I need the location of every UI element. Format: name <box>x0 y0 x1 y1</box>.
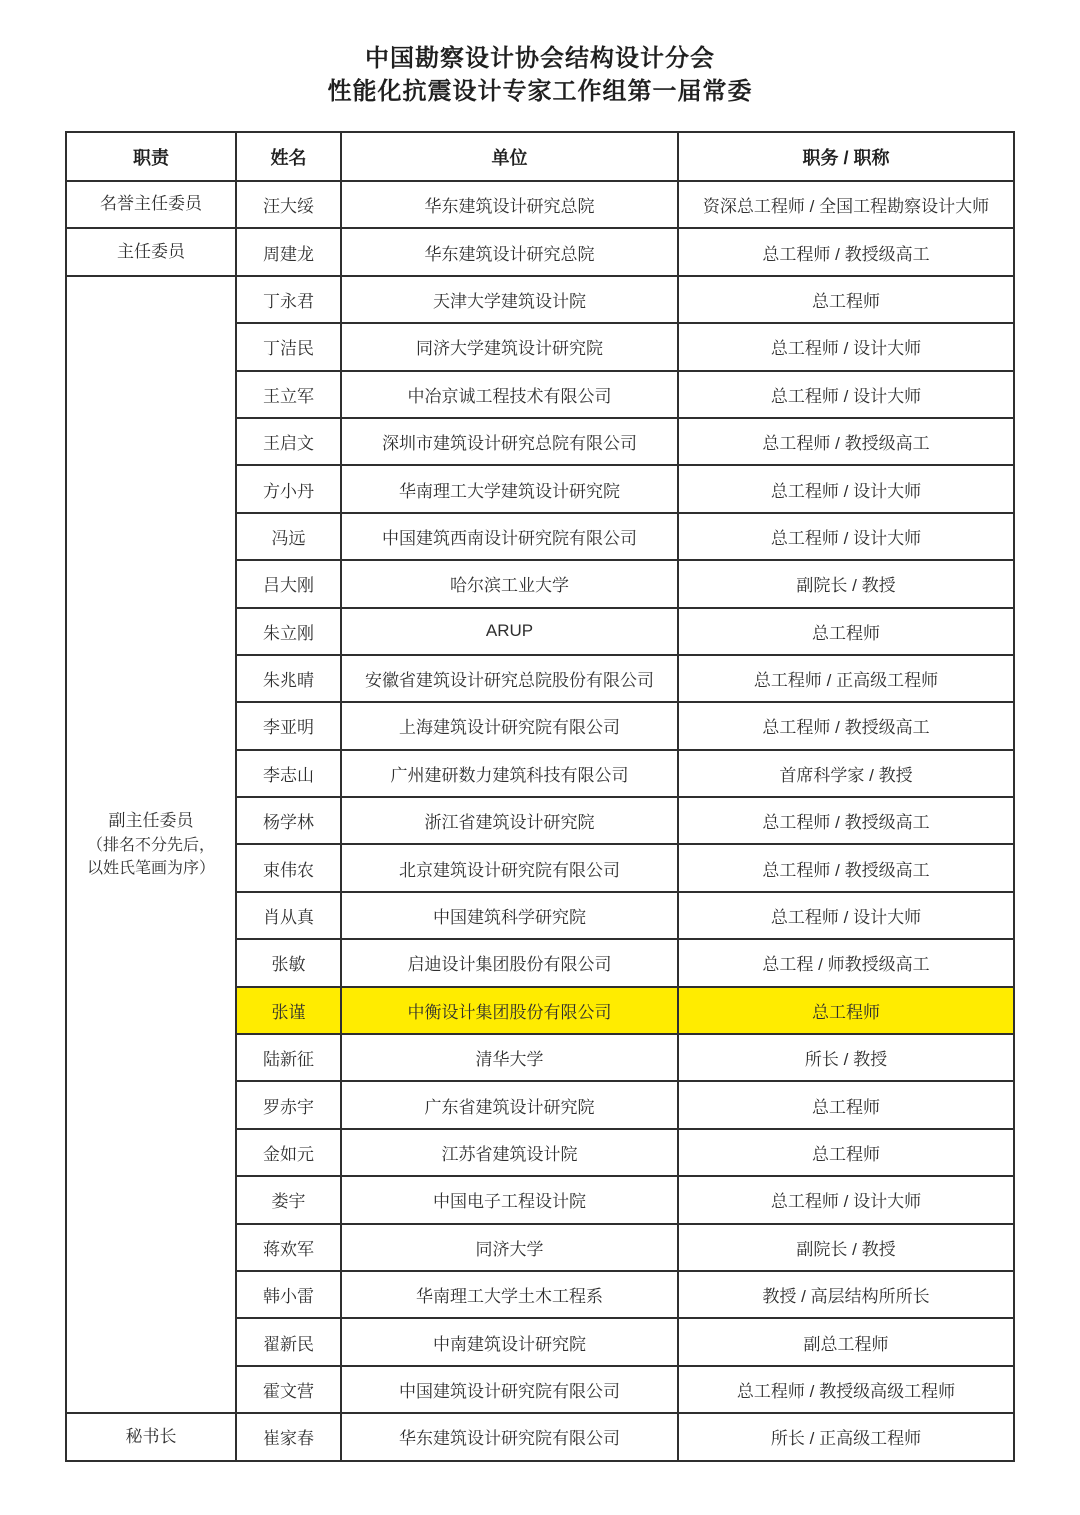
organization-cell: 广州建研数力建筑科技有限公司 <box>341 750 678 797</box>
name-cell: 汪大绥 <box>236 181 341 228</box>
organization-cell: 浙江省建筑设计研究院 <box>341 797 678 844</box>
name-cell: 朱立刚 <box>236 608 341 655</box>
name-cell: 崔家春 <box>236 1413 341 1460</box>
document-title-line2: 性能化抗震设计专家工作组第一届常委 <box>327 78 753 105</box>
table-row <box>66 1413 1014 1460</box>
organization-cell: 中冶京诚工程技术有限公司 <box>341 371 678 418</box>
name-cell: 霍文营 <box>236 1366 341 1413</box>
name-cell: 蒋欢军 <box>236 1224 341 1271</box>
organization-cell: 中国建筑西南设计研究院有限公司 <box>341 513 678 560</box>
name-cell: 张谨 <box>236 987 341 1034</box>
name-cell: 冯远 <box>236 513 341 560</box>
duty-cell <box>66 181 236 228</box>
organization-cell: 安徽省建筑设计研究总院股份有限公司 <box>341 655 678 702</box>
organization-cell: 北京建筑设计研究院有限公司 <box>341 844 678 891</box>
title-cell: 资深总工程师 / 全国工程勘察设计大师 <box>678 181 1014 228</box>
title-cell: 所长 / 教授 <box>678 1034 1014 1081</box>
organization-cell: 中衡设计集团股份有限公司 <box>341 987 678 1034</box>
duty-label-line: 名誉主任委员 <box>100 194 202 214</box>
name-cell: 罗赤宇 <box>236 1081 341 1128</box>
organization-cell: 启迪设计集团股份有限公司 <box>341 939 678 986</box>
duty-label-line: 秘书长 <box>125 1426 177 1446</box>
organization-cell: 哈尔滨工业大学 <box>341 560 678 607</box>
title-cell: 总工程师 <box>678 276 1014 323</box>
name-cell: 陆新征 <box>236 1034 341 1081</box>
organization-cell: 清华大学 <box>341 1034 678 1081</box>
name-cell: 丁永君 <box>236 276 341 323</box>
title-cell: 总工程 / 师教授级高工 <box>678 939 1014 986</box>
title-cell: 总工程师 / 教授级高工 <box>678 418 1014 465</box>
title-cell: 总工程师 / 设计大师 <box>678 371 1014 418</box>
title-cell: 总工程师 / 教授级高工 <box>678 797 1014 844</box>
name-cell: 翟新民 <box>236 1318 341 1365</box>
table-header-row <box>66 132 1014 181</box>
organization-cell: 华东建筑设计研究总院 <box>341 181 678 228</box>
col-header-organization: 单位 <box>341 132 678 181</box>
organization-cell: 华南理工大学土木工程系 <box>341 1271 678 1318</box>
title-cell: 副总工程师 <box>678 1318 1014 1365</box>
name-cell: 王启文 <box>236 418 341 465</box>
name-cell: 肖从真 <box>236 892 341 939</box>
organization-cell: 江苏省建筑设计院 <box>341 1129 678 1176</box>
name-cell: 韩小雷 <box>236 1271 341 1318</box>
organization-cell: 华南理工大学建筑设计研究院 <box>341 465 678 512</box>
title-cell: 总工程师 / 设计大师 <box>678 1176 1014 1223</box>
title-cell: 总工程师 / 教授级高工 <box>678 702 1014 749</box>
duty-cell <box>66 1413 236 1460</box>
table-row <box>66 181 1014 228</box>
col-header-title: 职务 / 职称 <box>678 132 1014 181</box>
name-cell: 王立军 <box>236 371 341 418</box>
duty-label-line: 主任委员 <box>117 241 185 261</box>
organization-cell: 同济大学 <box>341 1224 678 1271</box>
title-cell: 首席科学家 / 教授 <box>678 750 1014 797</box>
name-cell: 张敏 <box>236 939 341 986</box>
title-cell: 副院长 / 教授 <box>678 560 1014 607</box>
organization-cell: 中国建筑科学研究院 <box>341 892 678 939</box>
title-cell: 总工程师 <box>678 1081 1014 1128</box>
title-cell: 所长 / 正高级工程师 <box>678 1413 1014 1460</box>
duty-label-line: 副主任委员 <box>108 810 194 830</box>
name-cell: 周建龙 <box>236 228 341 275</box>
table-row <box>66 228 1014 275</box>
title-cell: 总工程师 / 设计大师 <box>678 892 1014 939</box>
title-cell: 总工程师 / 正高级工程师 <box>678 655 1014 702</box>
col-header-name: 姓名 <box>236 132 341 181</box>
organization-cell: 华东建筑设计研究总院 <box>341 228 678 275</box>
document-title <box>0 0 1080 108</box>
title-cell: 教授 / 高层结构所所长 <box>678 1271 1014 1318</box>
name-cell: 金如元 <box>236 1129 341 1176</box>
name-cell: 方小丹 <box>236 465 341 512</box>
organization-cell: 广东省建筑设计研究院 <box>341 1081 678 1128</box>
organization-cell: 华东建筑设计研究院有限公司 <box>341 1413 678 1460</box>
title-cell: 总工程师 / 设计大师 <box>678 323 1014 370</box>
organization-cell: 天津大学建筑设计院 <box>341 276 678 323</box>
title-cell: 副院长 / 教授 <box>678 1224 1014 1271</box>
organization-cell: 中国电子工程设计院 <box>341 1176 678 1223</box>
name-cell: 束伟农 <box>236 844 341 891</box>
name-cell: 杨学林 <box>236 797 341 844</box>
title-cell: 总工程师 / 设计大师 <box>678 513 1014 560</box>
title-cell: 总工程师 <box>678 987 1014 1034</box>
organization-cell: 上海建筑设计研究院有限公司 <box>341 702 678 749</box>
title-cell: 总工程师 / 教授级高工 <box>678 228 1014 275</box>
duty-cell <box>66 228 236 275</box>
name-cell: 娄宇 <box>236 1176 341 1223</box>
title-cell: 总工程师 <box>678 1129 1014 1176</box>
organization-cell: 同济大学建筑设计研究院 <box>341 323 678 370</box>
organization-cell: 中国建筑设计研究院有限公司 <box>341 1366 678 1413</box>
title-cell: 总工程师 / 教授级高级工程师 <box>678 1366 1014 1413</box>
organization-cell: 深圳市建筑设计研究总院有限公司 <box>341 418 678 465</box>
duty-label-line: 以姓氏笔画为序） <box>86 859 215 877</box>
organization-cell: 中南建筑设计研究院 <box>341 1318 678 1365</box>
name-cell: 李志山 <box>236 750 341 797</box>
name-cell: 丁洁民 <box>236 323 341 370</box>
document-title-line1: 中国勘察设计协会结构设计分会 <box>365 45 715 72</box>
table-row <box>66 276 1014 323</box>
title-cell: 总工程师 / 教授级高工 <box>678 844 1014 891</box>
name-cell: 李亚明 <box>236 702 341 749</box>
name-cell: 吕大刚 <box>236 560 341 607</box>
duty-cell <box>66 276 236 1413</box>
name-cell: 朱兆晴 <box>236 655 341 702</box>
committee-table <box>65 131 1015 1462</box>
organization-cell: ARUP <box>341 608 678 655</box>
title-cell: 总工程师 / 设计大师 <box>678 465 1014 512</box>
duty-label-line: （排名不分先后， <box>86 836 215 854</box>
title-cell: 总工程师 <box>678 608 1014 655</box>
col-header-duty: 职责 <box>66 132 236 181</box>
